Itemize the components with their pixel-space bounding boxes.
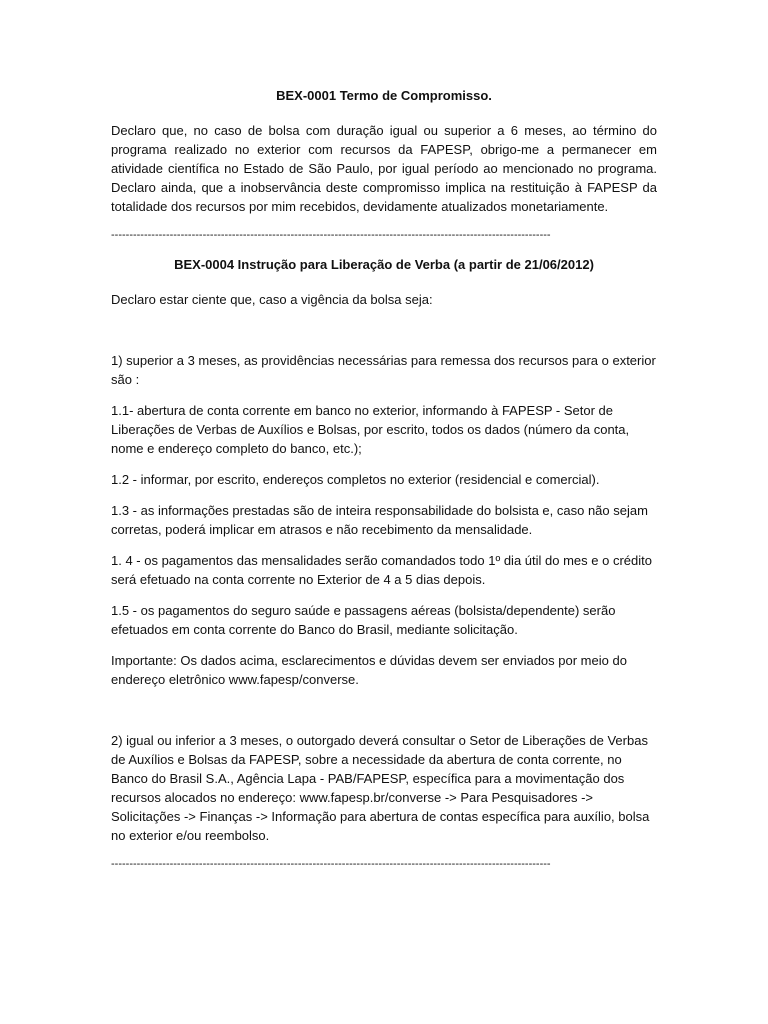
item-1-4: 1. 4 - os pagamentos das mensalidades serão comandados todo 1º dia útil do mes e o crédito será efetuado na conta corrente no Exterior de 4 a 5 dias depois. [111, 553, 652, 587]
section1-body: Declaro que, no caso de bolsa com duração igual ou superior a 6 meses, ao término do programa realizado no exterior com recursos da FAPESP, obrigo-me a permanecer em atividade científica no Estado de São Paulo, por igual período ao mencionado no programa. Declaro ainda, que a inobservância deste compromisso implica na restituição à FAPESP da totalidade dos recursos por mim recebidos, devidamente atualizados monetariamente. [111, 123, 657, 214]
item-1-2: 1.2 - informar, por escrito, endereços completos no exterior (residencial e comercial). [111, 472, 600, 487]
document-content [111, 86, 657, 884]
section2-intro: Declaro estar ciente que, caso a vigência da bolsa seja: [111, 292, 433, 307]
spacer [111, 321, 657, 351]
section2-title: BEX-0004 Instrução para Liberação de Verba (a partir de 21/06/2012) [174, 257, 594, 272]
item-2: 2) igual ou inferior a 3 meses, o outorgado deverá consultar o Setor de Liberações de Verbas de Auxílios e Bolsas da FAPESP, sobre a necessidade da abertura de conta corrente, no Banco do Brasil S.A., Agência Lapa - PAB/FAPESP, específica para a movimentação dos recursos alocados no endereço: www.fapesp.br/converse -> Para Pesquisadores -> Solicitações -> Finanças -> Informação para abertura de contas específica para auxílio, bolsa no exterior e/ou reembolso. [111, 733, 650, 843]
section1-title: BEX-0001 Termo de Compromisso. [276, 88, 492, 103]
item-1-3: 1.3 - as informações prestadas são de inteira responsabilidade do bolsista e, caso não sejam corretas, poderá implicar em atrasos e não recebimento da mensalidade. [111, 503, 648, 537]
spacer [111, 701, 657, 731]
separator-line-1: ------------------------------------------------------------------------------------------------------------------------ [111, 229, 551, 241]
item-1: 1) superior a 3 meses, as providências necessárias para remessa dos recursos para o exterior são : [111, 353, 656, 387]
item-1-1: 1.1- abertura de conta corrente em banco no exterior, informando à FAPESP - Setor de Liberações de Verbas de Auxílios e Bolsas, por escrito, todos os dados (número da conta, nome e endereço completo do banco, etc.); [111, 403, 630, 456]
separator-line-2: ------------------------------------------------------------------------------------------------------------------------ [111, 858, 551, 870]
important-note: Importante: Os dados acima, esclarecimentos e dúvidas devem ser enviados por meio do endereço eletrônico www.fapesp/converse. [111, 653, 627, 687]
item-1-5: 1.5 - os pagamentos do seguro saúde e passagens aéreas (bolsista/dependente) serão efetuados em conta corrente do Banco do Brasil, mediante solicitação. [111, 603, 616, 637]
